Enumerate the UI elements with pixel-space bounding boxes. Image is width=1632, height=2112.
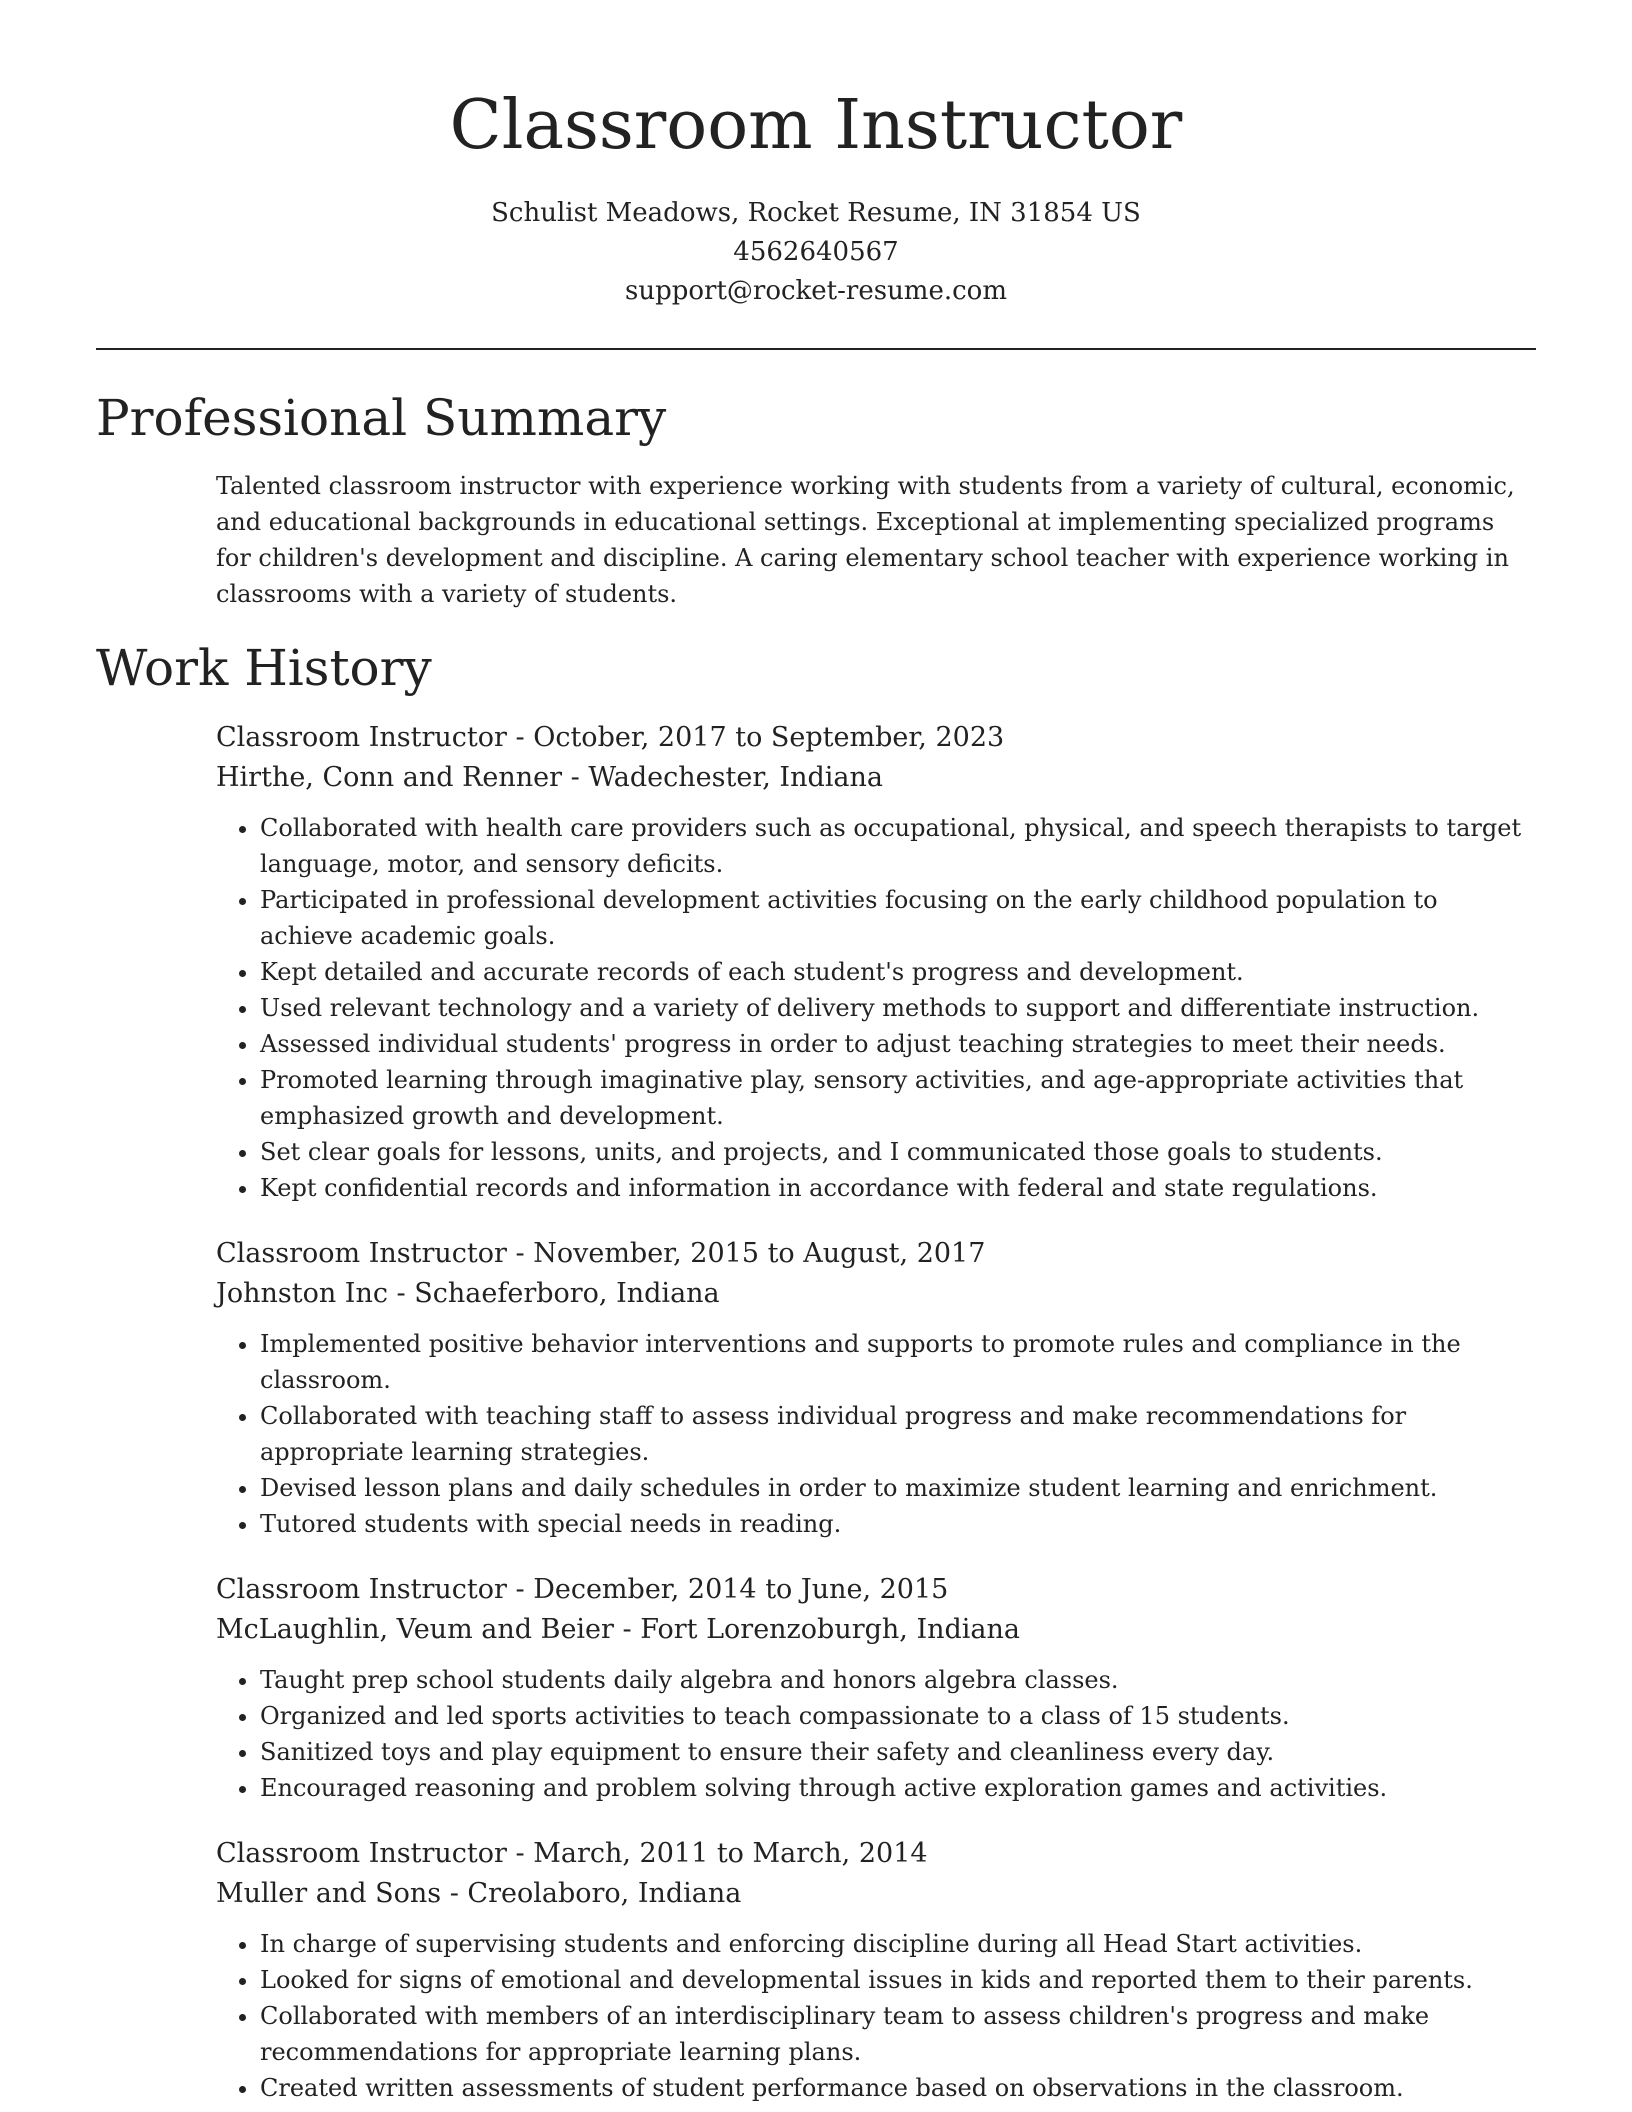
resume-name: Classroom Instructor: [449, 86, 1183, 165]
job-bullet: • Taught prep school students daily algebra and honors algebra classes.: [260, 1662, 1536, 1698]
separator: -: [506, 1574, 534, 1605]
job-bullet: • Tutored students with special needs in reading.: [260, 1506, 1536, 1542]
resume-header: [96, 0, 1536, 311]
header-divider: [96, 348, 1536, 350]
job-bullet: • In charge of supervising students and enforcing discipline during all Head Start activities.: [260, 1926, 1536, 1962]
work-history-list: [96, 718, 1536, 2106]
job-entry: [216, 1570, 1536, 1806]
summary-text: Talented classroom instructor with experience working with students from a variety of cultural, economic, and educational backgrounds in educational settings. Exceptional at implementing specialized programs for children's development and discipline. A caring elementary school teacher with experience working in classrooms with a variety of students.: [216, 472, 1515, 608]
job-title: Classroom Instructor: [216, 1574, 507, 1605]
job-title: Classroom Instructor: [216, 722, 507, 753]
job-entry: [216, 1234, 1536, 1542]
job-company: Hirthe, Conn and Renner: [216, 762, 563, 793]
contact-email: support@rocket-resume.com: [624, 276, 1007, 306]
job-bullet: • Set clear goals for lessons, units, and projects, and I communicated those goals to students.: [260, 1134, 1536, 1170]
job-location: Wadechester, Indiana: [588, 762, 883, 793]
job-bullet: • Promoted learning through imaginative play, sensory activities, and age-appropriate activities that emphasized growth and development.: [260, 1062, 1536, 1134]
job-bullets: [216, 1326, 1536, 1542]
job-bullet: • Sanitized toys and play equipment to ensure their safety and cleanliness every day.: [260, 1734, 1536, 1770]
separator: -: [613, 1614, 641, 1645]
job-bullet: • Created written assessments of student performance based on observations in the classroom.: [260, 2070, 1536, 2106]
contact-address: Schulist Meadows, Rocket Resume, IN 31854 US: [491, 198, 1141, 228]
job-bullet: • Looked for signs of emotional and developmental issues in kids and reported them to their parents.: [260, 1962, 1536, 1998]
job-bullet: • Implemented positive behavior interventions and supports to promote rules and compliance in the classroom.: [260, 1326, 1536, 1398]
job-bullet: • Assessed individual students' progress in order to adjust teaching strategies to meet their needs.: [260, 1026, 1536, 1062]
job-entry: [216, 1834, 1536, 2106]
job-bullet: • Organized and led sports activities to teach compassionate to a class of 15 students.: [260, 1698, 1536, 1734]
job-bullets: [216, 810, 1536, 1206]
job-title-line: [216, 1570, 1536, 1610]
work-history-heading: Work History: [96, 639, 432, 697]
job-company-line: [216, 1874, 1536, 1914]
job-dates: November, 2015 to August, 2017: [533, 1238, 986, 1269]
contact-block: [96, 194, 1536, 311]
resume-page: [96, 0, 1536, 2106]
job-bullet: • Devised lesson plans and daily schedules in order to maximize student learning and enrichment.: [260, 1470, 1536, 1506]
job-dates: March, 2011 to March, 2014: [533, 1838, 928, 1869]
job-bullet: • Collaborated with members of an interdisciplinary team to assess children's progress and make recommendations for appropriate learning plans.: [260, 1998, 1536, 2070]
separator: -: [506, 1238, 534, 1269]
job-bullets: [216, 1662, 1536, 1806]
separator: -: [387, 1278, 415, 1309]
job-company: McLaughlin, Veum and Beier: [216, 1614, 614, 1645]
contact-phone: 4562640567: [733, 237, 899, 267]
job-location: Schaeferboro, Indiana: [414, 1278, 720, 1309]
job-location: Fort Lorenzoburgh, Indiana: [640, 1614, 1021, 1645]
job-company-line: [216, 1610, 1536, 1650]
summary-heading: Professional Summary: [96, 389, 667, 447]
job-bullet: • Participated in professional development activities focusing on the early childhood population to achieve academic goals.: [260, 882, 1536, 954]
job-title: Classroom Instructor: [216, 1838, 507, 1869]
job-bullet: • Kept detailed and accurate records of each student's progress and development.: [260, 954, 1536, 990]
job-bullet: • Collaborated with teaching staff to assess individual progress and make recommendations for appropriate learning strategies.: [260, 1398, 1536, 1470]
separator: -: [506, 722, 534, 753]
job-company: Johnston Inc: [216, 1278, 388, 1309]
separator: -: [441, 1878, 468, 1909]
job-title-line: [216, 1234, 1536, 1274]
job-bullet: • Used relevant technology and a variety of delivery methods to support and differentiate instruction.: [260, 990, 1536, 1026]
job-company-line: [216, 758, 1536, 798]
job-bullets: [216, 1926, 1536, 2106]
job-dates: December, 2014 to June, 2015: [533, 1574, 949, 1605]
job-bullet: • Encouraged reasoning and problem solving through active exploration games and activities.: [260, 1770, 1536, 1806]
job-title: Classroom Instructor: [216, 1238, 507, 1269]
job-location: Creolaboro, Indiana: [467, 1878, 742, 1909]
job-company-line: [216, 1274, 1536, 1314]
job-bullet: • Kept confidential records and information in accordance with federal and state regulations.: [260, 1170, 1536, 1206]
job-company: Muller and Sons: [216, 1878, 442, 1909]
separator: -: [562, 762, 589, 793]
job-dates: October, 2017 to September, 2023: [533, 722, 1005, 753]
separator: -: [506, 1838, 534, 1869]
job-title-line: [216, 1834, 1536, 1874]
job-bullet: • Collaborated with health care providers such as occupational, physical, and speech therapists to target language, motor, and sensory deficits.: [260, 810, 1536, 882]
job-entry: [216, 718, 1536, 1206]
job-title-line: [216, 718, 1536, 758]
